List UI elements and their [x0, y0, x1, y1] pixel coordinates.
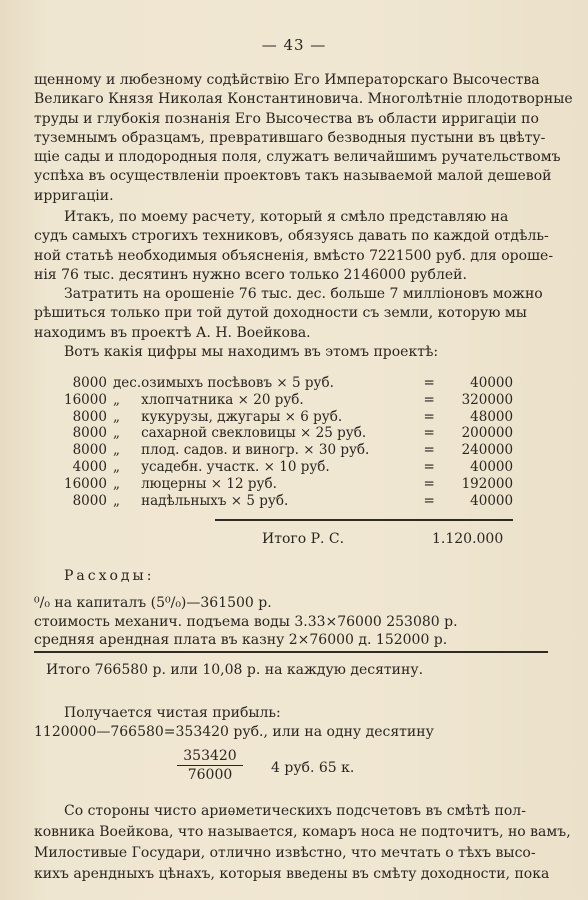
- divider-rule: [34, 651, 548, 653]
- crop-name: кукурузы, джугары ⨯ 6 руб.: [141, 408, 343, 425]
- crop-row: [64, 425, 513, 442]
- crop-area: 8000: [72, 408, 107, 425]
- equals-sign: =: [423, 458, 435, 475]
- text-line: Затратить на орошеніе 76 тыс. дес. больше 7 милліоновъ можно: [64, 286, 543, 302]
- expense-line: стоимость механич. подъема воды 3.33⨯76000 253080 р.: [34, 613, 458, 630]
- paragraph-2: [34, 208, 554, 285]
- text-line: судъ самыхъ строгихъ техниковъ, обязуясь давать по каждой отдѣль-: [34, 228, 549, 245]
- text-line: туземнымъ образцамъ, превратившаго безводныя пустыни въ цвѣту-: [34, 129, 546, 146]
- paragraph-3: [34, 285, 554, 343]
- crop-row: [64, 493, 513, 510]
- profit-line-2: 1120000—766580=353420 руб., или на одну десятину: [34, 724, 434, 740]
- expenses-heading: Расходы:: [64, 568, 155, 584]
- crop-unit: „: [112, 492, 120, 509]
- crop-area: 8000: [72, 492, 107, 509]
- profit-line-1: Получается чистая прибыль:: [64, 705, 281, 721]
- text-line: Великаго Князя Николая Константиновича. Многолѣтніе плодотворные: [34, 91, 573, 108]
- fraction-result: 4 руб. 65 к.: [271, 760, 355, 776]
- text-line: ковника Воейкова, что называется, комаръ носа не подточитъ, но вамъ,: [34, 824, 571, 840]
- fraction-bar: [177, 765, 243, 766]
- text-line: нія 76 тыс. десятинъ нужно всего только 2146000 рублей.: [34, 266, 467, 283]
- paragraph-4: [34, 343, 554, 362]
- text-line: рѣшиться только при той дутой доходности съ земли, которую мы: [34, 305, 527, 322]
- expenses-total: Итого 766580 р. или 10,08 р. на каждую десятину.: [46, 662, 424, 678]
- text-line: щенному и любезному содѣйствію Его Императорскаго Высочества: [34, 72, 540, 88]
- crop-name: люцерны ⨯ 12 руб.: [141, 475, 277, 492]
- crop-area: 16000: [64, 391, 107, 408]
- equals-sign: =: [423, 391, 435, 408]
- crop-name: надѣльныхъ ⨯ 5 руб.: [141, 492, 289, 509]
- crop-area: 8000: [72, 375, 107, 391]
- equals-sign: =: [423, 442, 435, 459]
- crop-sum: 40000: [470, 492, 514, 509]
- crop-sum: 320000: [461, 391, 514, 408]
- expense-line: ⁰/₀ на капиталъ (5⁰/₀)—361500 р.: [34, 595, 272, 611]
- paragraph-1: [34, 71, 573, 206]
- expense-line: средняя арендная плата въ казну 2⨯76000 д. 152000 р.: [34, 632, 448, 648]
- fraction-denominator: 76000: [187, 767, 233, 784]
- crop-unit: дес.: [112, 375, 142, 391]
- crop-sum: 40000: [470, 458, 514, 475]
- crop-unit: „: [112, 425, 120, 442]
- crop-unit: „: [112, 442, 120, 459]
- crop-row: [64, 375, 513, 392]
- total-label: Итого Р. С.: [262, 531, 345, 547]
- equals-sign: =: [423, 492, 435, 509]
- expenses-list: [34, 594, 458, 650]
- text-line: щіе сады и плодородныя поля, служатъ величайшимъ ручательствомъ: [34, 149, 561, 166]
- total-value: 1.120.000: [432, 531, 504, 547]
- crop-unit: „: [112, 391, 120, 408]
- equals-sign: =: [423, 375, 435, 391]
- text-line: ной статьѣ необходимыя объясненія, вмѣсто 7221500 руб. для ороше-: [34, 247, 554, 264]
- text-line: Милостивые Государи, отлично извѣстно, что мечтать о тѣхъ высо-: [34, 845, 536, 861]
- crop-area: 4000: [72, 458, 107, 475]
- crop-row: [64, 392, 513, 409]
- crop-sum: 200000: [461, 425, 514, 442]
- text-line: труды и глубокія познанія Его Высочества въ области ирригаціи по: [34, 110, 539, 127]
- crop-row: [64, 459, 513, 476]
- fraction: [177, 748, 243, 783]
- crop-name: усадебн. участк. ⨯ 10 руб.: [141, 458, 330, 475]
- crop-sum: 48000: [470, 408, 514, 425]
- crop-name: сахарной свекловицы ⨯ 25 руб.: [141, 425, 367, 442]
- equals-sign: =: [423, 425, 435, 442]
- divider-rule: [215, 519, 513, 521]
- crop-name: хлопчатника ⨯ 20 руб.: [141, 391, 304, 408]
- crop-sum: 192000: [461, 475, 514, 492]
- text-line: ирригаціи.: [34, 187, 114, 204]
- text-line: Со стороны чисто ариѳметическихъ подсчетовъ въ смѣтѣ пол-: [64, 803, 526, 819]
- text-line: находимъ въ проектѣ А. Н. Воейкова.: [34, 324, 311, 341]
- crop-sum: 40000: [470, 375, 514, 391]
- crop-unit: „: [112, 408, 120, 425]
- crop-row: [64, 409, 513, 426]
- crops-table: [64, 375, 513, 509]
- crop-unit: „: [112, 475, 120, 492]
- equals-sign: =: [423, 475, 435, 492]
- crop-unit: „: [112, 458, 120, 475]
- paragraph-last: [34, 801, 571, 885]
- crop-name: озимыхъ посѣвовъ ⨯ 5 руб.: [141, 375, 334, 391]
- text-line: Итакъ, по моему расчету, который я смѣло представляю на: [64, 209, 509, 225]
- crop-sum: 240000: [461, 442, 514, 459]
- crop-row: [64, 476, 513, 493]
- crop-area: 16000: [64, 475, 107, 492]
- crop-row: [64, 442, 513, 459]
- crop-name: плод. садов. и виногр. ⨯ 30 руб.: [141, 442, 370, 459]
- page-number: — 43 —: [261, 36, 327, 54]
- crop-area: 8000: [72, 442, 107, 459]
- crop-area: 8000: [72, 425, 107, 442]
- equals-sign: =: [423, 408, 435, 425]
- fraction-numerator: 353420: [183, 748, 237, 764]
- text-line: кихъ арендныхъ цѣнахъ, которыя введены въ смѣту доходности, пока: [34, 866, 550, 882]
- text-line: Вотъ какія цифры мы находимъ въ этомъ проектѣ:: [64, 344, 439, 360]
- text-line: успѣха въ осуществленіи проектовъ такъ называемой малой дешевой: [34, 168, 552, 185]
